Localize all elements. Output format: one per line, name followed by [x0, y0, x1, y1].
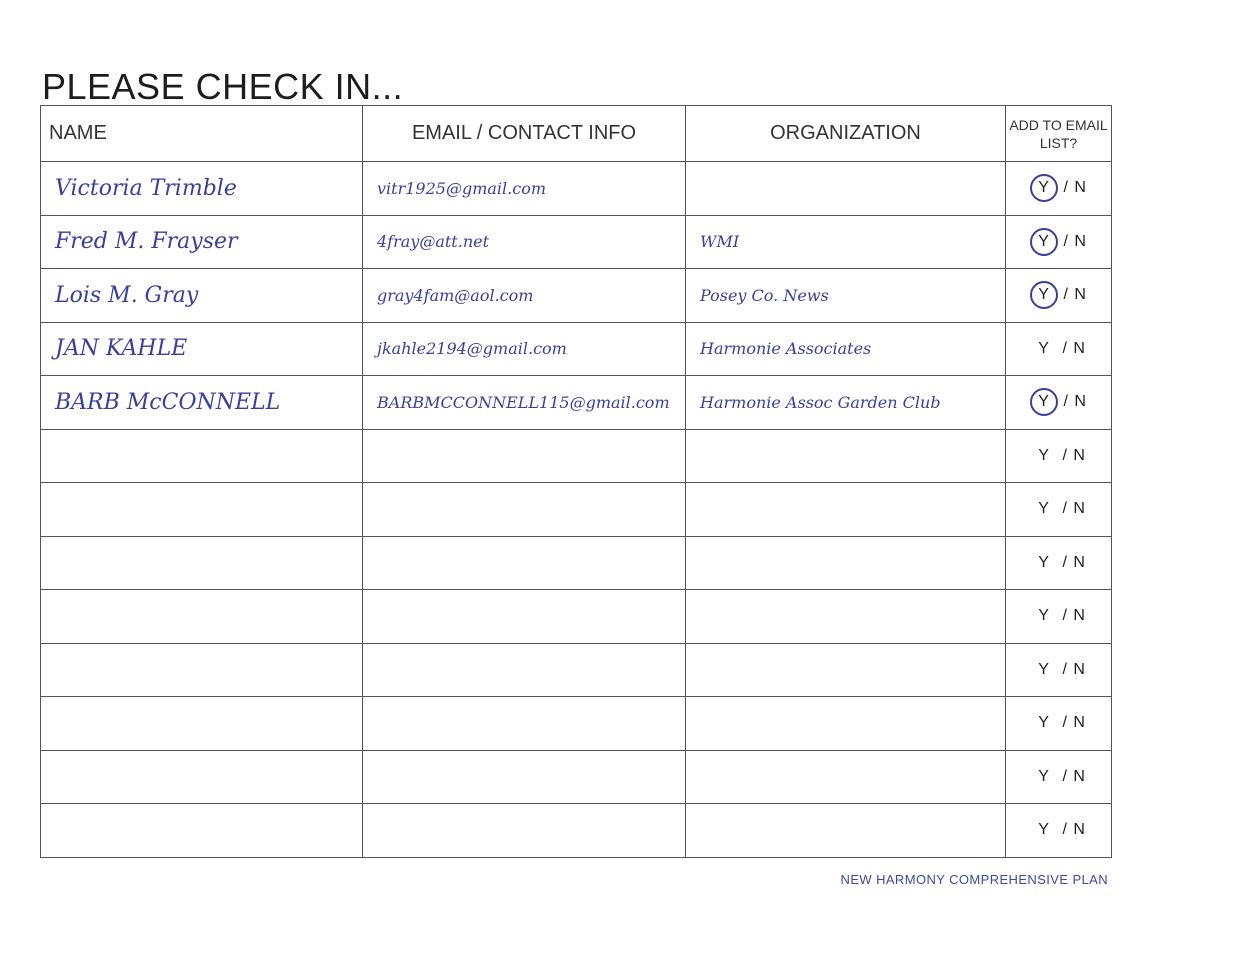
yes-option[interactable]: Y [1030, 388, 1058, 416]
email-cell[interactable] [363, 322, 686, 376]
email-cell[interactable] [363, 376, 686, 430]
yes-option[interactable]: Y [1038, 500, 1050, 518]
yes-option[interactable]: Y [1030, 174, 1058, 202]
yes-option[interactable]: Y [1030, 228, 1058, 256]
option-separator: / [1062, 339, 1068, 357]
no-option[interactable]: N [1074, 232, 1087, 250]
organization-cell[interactable] [686, 215, 1006, 269]
handwritten-name: Lois M. Gray [55, 282, 199, 308]
email-list-cell [1006, 483, 1112, 537]
check-in-table [40, 105, 1112, 858]
email-cell[interactable] [363, 536, 686, 590]
no-option[interactable]: N [1073, 607, 1086, 625]
email-list-cell [1006, 376, 1112, 430]
yes-option[interactable]: Y [1038, 339, 1050, 357]
email-cell[interactable] [363, 750, 686, 804]
no-option[interactable]: N [1073, 446, 1086, 464]
handwritten-organization: WMI [700, 232, 740, 252]
handwritten-email: jkahle2194@gmail.com [377, 339, 567, 359]
no-option[interactable]: N [1073, 821, 1086, 839]
email-cell[interactable] [363, 269, 686, 323]
email-cell[interactable] [363, 162, 686, 216]
email-cell[interactable] [363, 483, 686, 537]
organization-cell[interactable] [686, 590, 1006, 644]
email-cell[interactable] [363, 215, 686, 269]
option-separator: / [1063, 179, 1069, 197]
organization-cell[interactable] [686, 322, 1006, 376]
handwritten-name: Fred M. Frayser [55, 229, 238, 255]
organization-cell[interactable] [686, 162, 1006, 216]
no-option[interactable]: N [1073, 339, 1086, 357]
table-row [41, 483, 1112, 537]
no-option[interactable]: N [1074, 393, 1087, 411]
table-row [41, 162, 1112, 216]
table-row [41, 376, 1112, 430]
column-header-email-list: ADD TO EMAIL LIST? [1006, 106, 1112, 162]
column-header-email: EMAIL / CONTACT INFO [363, 106, 686, 162]
organization-cell[interactable] [686, 697, 1006, 751]
table-row [41, 750, 1112, 804]
name-cell[interactable] [41, 536, 363, 590]
email-list-cell [1006, 697, 1112, 751]
handwritten-organization: Harmonie Associates [700, 339, 872, 359]
name-cell[interactable] [41, 429, 363, 483]
handwritten-name: Victoria Trimble [55, 175, 237, 201]
name-cell[interactable] [41, 215, 363, 269]
organization-cell[interactable] [686, 376, 1006, 430]
email-cell[interactable] [363, 429, 686, 483]
yes-option[interactable]: Y [1038, 767, 1050, 785]
table-row [41, 697, 1112, 751]
table-row [41, 643, 1112, 697]
option-separator: / [1063, 232, 1069, 250]
email-cell[interactable] [363, 697, 686, 751]
header-row [41, 106, 1112, 162]
option-separator: / [1062, 446, 1068, 464]
no-option[interactable]: N [1073, 714, 1086, 732]
no-option[interactable]: N [1073, 500, 1086, 518]
name-cell[interactable] [41, 483, 363, 537]
no-option[interactable]: N [1074, 179, 1087, 197]
email-list-cell [1006, 536, 1112, 590]
email-list-cell [1006, 215, 1112, 269]
no-option[interactable]: N [1074, 286, 1087, 304]
name-cell[interactable] [41, 162, 363, 216]
page-title: PLEASE CHECK IN... [42, 66, 404, 107]
name-cell[interactable] [41, 376, 363, 430]
organization-cell[interactable] [686, 269, 1006, 323]
email-list-cell [1006, 322, 1112, 376]
email-list-cell [1006, 162, 1112, 216]
table-row [41, 429, 1112, 483]
option-separator: / [1062, 660, 1068, 678]
yes-option[interactable]: Y [1038, 660, 1050, 678]
handwritten-name: BARB McCONNELL [55, 389, 281, 415]
name-cell[interactable] [41, 804, 363, 858]
yes-option[interactable]: Y [1038, 446, 1050, 464]
column-header-organization: ORGANIZATION [686, 106, 1006, 162]
name-cell[interactable] [41, 269, 363, 323]
handwritten-email: BARBMCCONNELL115@gmail.com [377, 392, 670, 412]
organization-cell[interactable] [686, 643, 1006, 697]
table-row [41, 269, 1112, 323]
handwritten-name: JAN KAHLE [55, 336, 188, 362]
organization-cell[interactable] [686, 536, 1006, 590]
organization-cell[interactable] [686, 483, 1006, 537]
email-cell[interactable] [363, 643, 686, 697]
no-option[interactable]: N [1073, 767, 1086, 785]
table-row [41, 804, 1112, 858]
yes-option[interactable]: Y [1038, 607, 1050, 625]
option-separator: / [1062, 821, 1068, 839]
organization-cell[interactable] [686, 750, 1006, 804]
no-option[interactable]: N [1073, 660, 1086, 678]
yes-option[interactable]: Y [1038, 714, 1050, 732]
option-separator: / [1063, 393, 1069, 411]
handwritten-email: gray4fam@aol.com [377, 285, 534, 305]
table-row [41, 322, 1112, 376]
email-list-cell [1006, 643, 1112, 697]
option-separator: / [1062, 553, 1068, 571]
yes-option[interactable]: Y [1038, 821, 1050, 839]
option-separator: / [1063, 286, 1069, 304]
table-row [41, 590, 1112, 644]
table-row [41, 536, 1112, 590]
email-list-cell [1006, 429, 1112, 483]
name-cell[interactable] [41, 697, 363, 751]
handwritten-email: vitr1925@gmail.com [377, 178, 546, 198]
name-cell[interactable] [41, 590, 363, 644]
yes-option[interactable]: Y [1038, 553, 1050, 571]
no-option[interactable]: N [1073, 553, 1086, 571]
option-separator: / [1062, 714, 1068, 732]
handwritten-organization: Posey Co. News [700, 285, 829, 305]
yes-option[interactable]: Y [1030, 281, 1058, 309]
email-list-cell [1006, 269, 1112, 323]
column-header-name: NAME [41, 106, 363, 162]
email-list-cell [1006, 804, 1112, 858]
organization-cell[interactable] [686, 429, 1006, 483]
email-cell[interactable] [363, 804, 686, 858]
table-row [41, 215, 1112, 269]
organization-cell[interactable] [686, 804, 1006, 858]
handwritten-organization: Harmonie Assoc Garden Club [700, 392, 941, 412]
option-separator: / [1062, 500, 1068, 518]
footer-label: NEW HARMONY COMPREHENSIVE PLAN [840, 872, 1108, 887]
name-cell[interactable] [41, 643, 363, 697]
email-list-cell [1006, 590, 1112, 644]
name-cell[interactable] [41, 750, 363, 804]
email-list-cell [1006, 750, 1112, 804]
option-separator: / [1062, 767, 1068, 785]
option-separator: / [1062, 607, 1068, 625]
handwritten-email: 4fray@att.net [377, 232, 490, 252]
name-cell[interactable] [41, 322, 363, 376]
email-cell[interactable] [363, 590, 686, 644]
